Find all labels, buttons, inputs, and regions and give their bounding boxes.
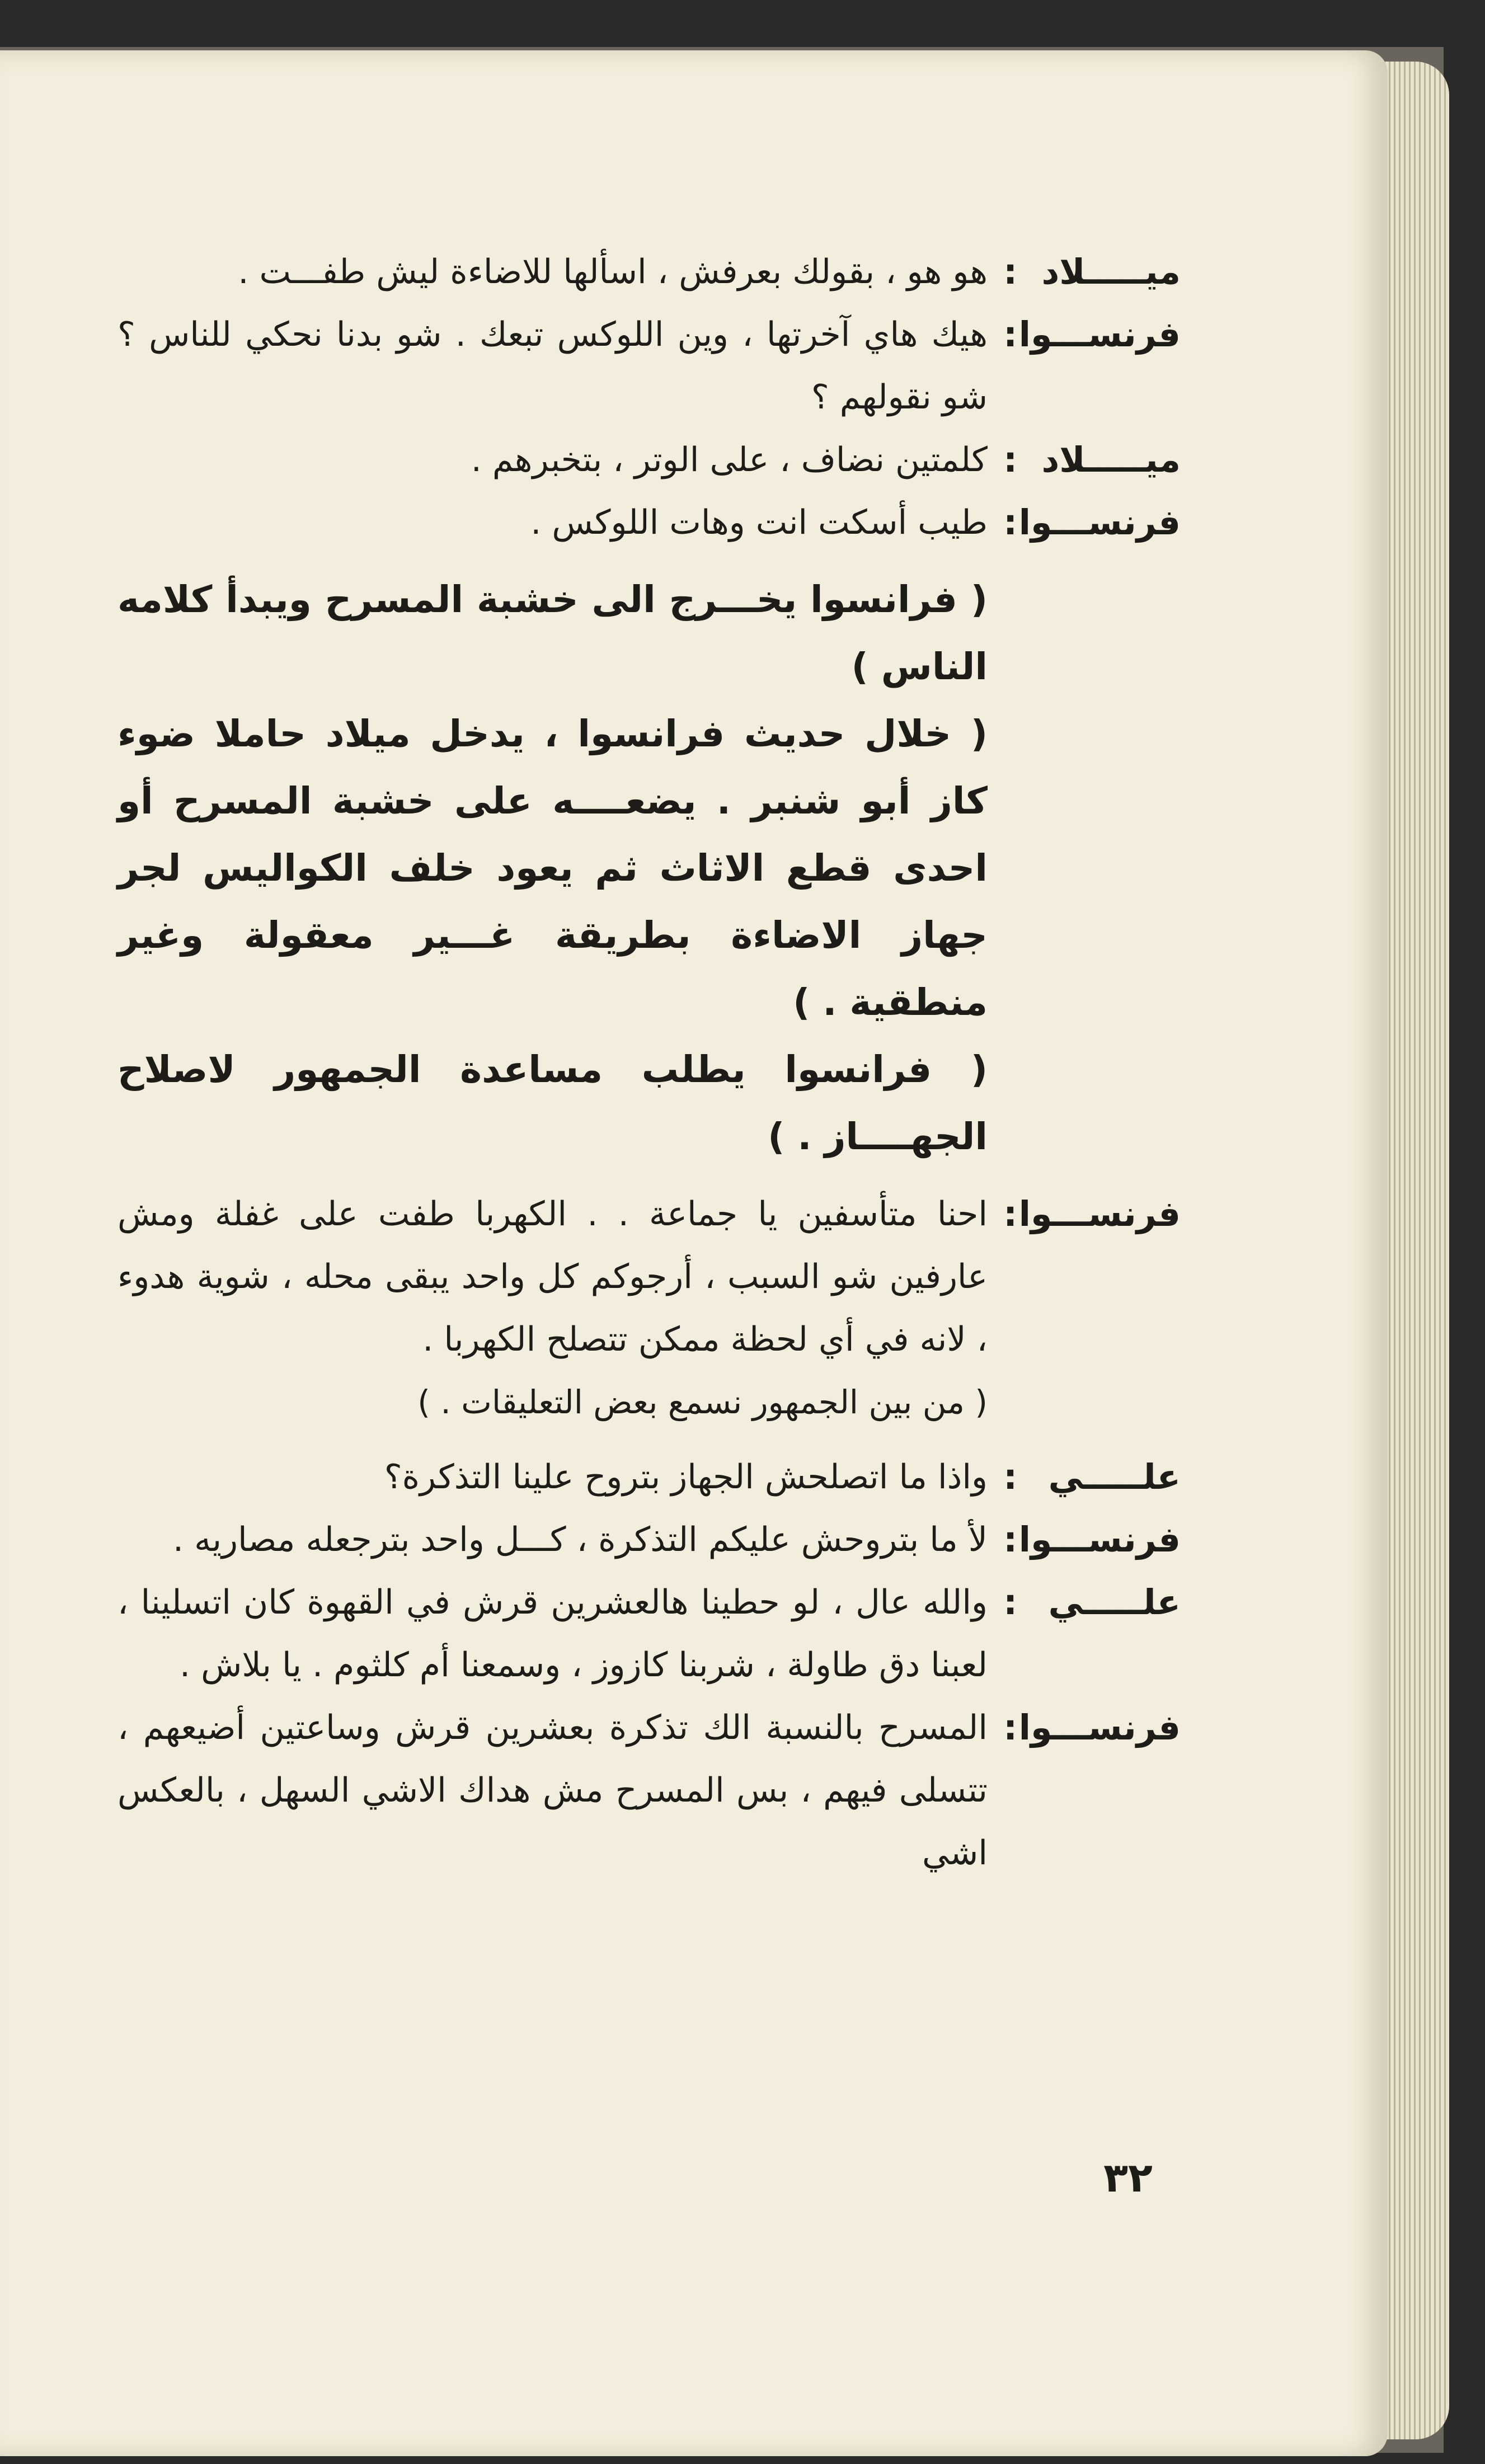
speech-text: احنا متأسفين يا جماعة . . الكهربا طفت على غفلة ومش عارفين شو السبب ، أرجوكم كل واحد يبقى محله ، شوية هدوء ، لانه في أي لحظة ممكن تتصلح الكهربا . xyxy=(118,1195,988,1359)
speaker-name: فرنســـوا xyxy=(1018,1193,1181,1234)
dialogue-line xyxy=(118,303,1181,429)
speaker-colon: : xyxy=(1003,251,1017,292)
speaker-colon: : xyxy=(1003,314,1017,355)
speech-text: لأ ما بتروحش عليكم التذكرة ، كـــل واحد بترجعله مصاريه . xyxy=(173,1520,988,1559)
script-text xyxy=(118,241,1181,1884)
dialogue-line xyxy=(118,1571,1181,1696)
speaker-colon: : xyxy=(1003,1193,1017,1234)
speech-text: هيك هاي آخرتها ، وين اللوكس تبعك . شو بدنا نحكي للناس ؟ شو نقولهم ؟ xyxy=(118,315,988,417)
dialogue-line xyxy=(118,1696,1181,1884)
dialogue-line xyxy=(118,491,1181,554)
speech-text: واذا ما اتصلحش الجهاز بتروح علينا التذكرة؟ xyxy=(384,1457,988,1497)
speaker-colon: : xyxy=(1003,439,1017,480)
dialogue-line xyxy=(118,1508,1181,1571)
speech-text: كلمتين نضاف ، على الوتر ، بتخبرهم . xyxy=(471,440,988,479)
speech-text: هو هو ، بقولك بعرفش ، اسألها للاضاءة ليش طفـــت . xyxy=(238,252,988,291)
speech-text: طيب أسكت انت وهات اللوكس . xyxy=(530,503,988,542)
stage-direction: ( فرانسوا يطلب مساعدة الجمهور لاصلاح الجهــــاز . ) xyxy=(118,1048,988,1158)
speech-text: المسرح بالنسبة الك تذكرة بعشرين قرش وساعتين أضيعهم ، تتسلى فيهم ، بس المسرح مش هداك الاشي السهل ، بالعكس اشي xyxy=(118,1708,988,1873)
speaker-name: فرنســـوا xyxy=(1018,502,1181,543)
dialogue-line xyxy=(118,429,1181,491)
speaker-name: ميـــــلاد xyxy=(1041,251,1181,292)
audience-note: ( من بين الجمهور نسمع بعض التعليقات . ) xyxy=(417,1383,988,1421)
speaker-colon: : xyxy=(1003,1519,1017,1560)
stage-direction: ( خلال حديث فرانسوا ، يدخل ميلاد حاملا ضوء كاز أبو شنبر . يضعــــه على خشبة المسرح أو احدى قطع الاثاث ثم يعود خلف الكواليس لجر جهاز الاضاءة بطريقة غـــير معقولة وغير منطقية . ) xyxy=(118,712,988,1024)
dialogue-line xyxy=(118,1446,1181,1508)
speech-text: والله عال ، لو حطينا هالعشرين قرش في القهوة كان اتسلينا ، لعبنا دق طاولة ، شربنا كازوز ، وسمعنا أم كلثوم . يا بلاش . xyxy=(118,1583,988,1685)
speaker-colon: : xyxy=(1003,1707,1017,1748)
speaker-colon: : xyxy=(1003,1456,1017,1497)
speaker-name: علـــــي xyxy=(1048,1456,1181,1497)
speaker-colon: : xyxy=(1003,502,1017,543)
speaker-name: فرنســـوا xyxy=(1018,314,1181,355)
stage-direction: ( فرانسوا يخـــرج الى خشبة المسرح ويبدأ كلامه الناس ) xyxy=(118,578,988,688)
speaker-name: ميـــــلاد xyxy=(1041,439,1181,480)
speaker-colon: : xyxy=(1003,1582,1017,1623)
page-number: ٣٢ xyxy=(1103,2154,1153,2201)
speaker-name: فرنســـوا xyxy=(1018,1707,1181,1748)
dialogue-line xyxy=(118,1183,1181,1371)
dialogue-line xyxy=(118,241,1181,303)
speaker-name: فرنســـوا xyxy=(1018,1519,1181,1560)
speaker-name: علـــــي xyxy=(1048,1582,1181,1623)
